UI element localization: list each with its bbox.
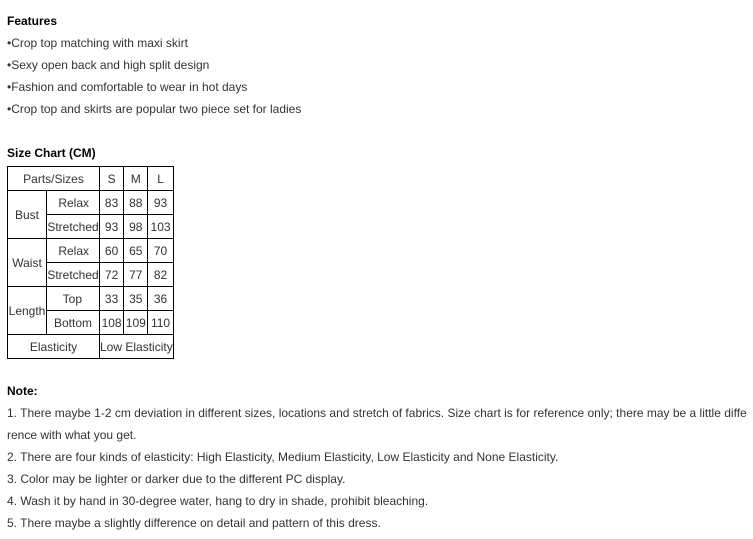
row-label: Stretched (47, 263, 100, 287)
feature-item: • Crop top and skirts are popular two piece set for ladies (7, 102, 301, 116)
table-cell: 33 (100, 287, 124, 311)
table-cell: 72 (100, 263, 124, 287)
table-cell: 82 (148, 263, 173, 287)
row-label: Relax (47, 239, 100, 263)
features-heading: Features (7, 14, 58, 28)
table-row (8, 335, 174, 359)
table-cell: 108 (100, 311, 124, 335)
table-cell: 77 (124, 263, 148, 287)
group-label: Waist (8, 239, 47, 287)
table-cell: 83 (100, 191, 124, 215)
size-header-l: L (148, 167, 173, 191)
table-cell: 93 (148, 191, 173, 215)
table-cell: 88 (124, 191, 148, 215)
table-row (8, 287, 174, 311)
elasticity-label: Elasticity (8, 335, 100, 359)
table-cell: 60 (100, 239, 124, 263)
size-header-s: S (100, 167, 124, 191)
elasticity-value: Low Elasticity (100, 335, 174, 359)
table-row (8, 191, 174, 215)
group-label: Bust (8, 191, 47, 239)
note-line: 1. There maybe 1-2 cm deviation in different sizes, locations and stretch of fabrics. Size chart is for reference only; there may be a little diffe (7, 406, 747, 420)
table-row (8, 239, 174, 263)
size-chart-heading: Size Chart (CM) (7, 146, 96, 160)
feature-item: • Fashion and comfortable to wear in hot days (7, 80, 247, 94)
table-cell: 98 (124, 215, 148, 239)
note-line: 2. There are four kinds of elasticity: High Elasticity, Medium Elasticity, Low Elasticity and None Elasticity. (7, 450, 559, 464)
feature-item: • Sexy open back and high split design (7, 58, 209, 72)
note-heading: Note: (7, 384, 38, 398)
group-label: Length (8, 287, 47, 335)
table-cell: 93 (100, 215, 124, 239)
feature-item: • Crop top matching with maxi skirt (7, 36, 188, 50)
row-label: Stretched (47, 215, 100, 239)
row-label: Top (47, 287, 100, 311)
note-line: rence with what you get. (7, 428, 137, 442)
row-label: Relax (47, 191, 100, 215)
table-cell: 65 (124, 239, 148, 263)
table-cell: 35 (124, 287, 148, 311)
size-header-m: M (124, 167, 148, 191)
note-line: 5. There maybe a slightly difference on detail and pattern of this dress. (7, 516, 381, 530)
table-cell: 36 (148, 287, 173, 311)
note-line: 4. Wash it by hand in 30-degree water, hang to dry in shade, prohibit bleaching. (7, 494, 429, 508)
row-label: Bottom (47, 311, 100, 335)
size-chart-table (7, 166, 174, 359)
table-cell: 109 (124, 311, 148, 335)
table-header-row (8, 167, 174, 191)
table-cell: 103 (148, 215, 173, 239)
parts-sizes-header: Parts/Sizes (8, 167, 100, 191)
note-line: 3. Color may be lighter or darker due to the different PC display. (7, 472, 346, 486)
table-cell: 110 (148, 311, 173, 335)
table-cell: 70 (148, 239, 173, 263)
